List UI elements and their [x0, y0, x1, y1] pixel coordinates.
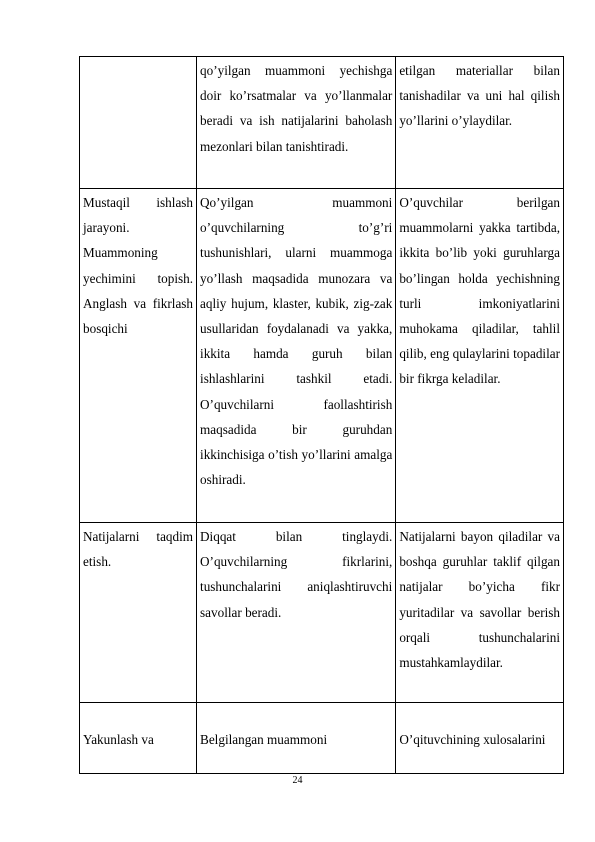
teacher-activity-text: Qo’yilgan muammoni o’quvchilarning to’g’ri tushunishlari, ularni muammoga yo’llash maqsadida munozara va aqliy hujum, klaster, kubik, zig-zak usullaridan foydalanadi va yakka, ikkita hamda guruh bilan ishlashlarini tashkil etadi. O’quvchilarni faollashtirish maqsadida bir guruhdan ikkinchisiga o’tish yo’llarini amalga oshiradi.	[200, 195, 393, 488]
teacher-activity-cell	[197, 523, 396, 703]
stage-text: Yakunlash va	[83, 732, 154, 747]
student-activity-text: etilgan materiallar bilan tanishadilar va uni hal qilish yo’llarini o’ylaydilar.	[399, 63, 560, 129]
teacher-activity-text: qo’yilgan muammoni yechishga doir ko’rsatmalar va yo’llanmalar beradi va ish natijalarini baholash mezonlari bilan tanishtiradi.	[200, 63, 393, 154]
teacher-activity-text: Diqqat bilan tinglaydi. O’quvchilarning fikrlarini, tushunchalarini aniqlashtiruvchi savollar beradi.	[200, 529, 393, 620]
stage-cell	[80, 189, 197, 523]
stage-cell	[80, 57, 197, 189]
teacher-activity-text: Belgilangan muammoni	[200, 732, 328, 747]
student-activity-text: Natijalarni bayon qiladilar va boshqa guruhlar taklif qilgan natijalar bo’yicha fikr yuritadilar va savollar berish orqali tushunchalarini mustahkamlaydilar.	[399, 529, 560, 671]
table-row	[80, 189, 564, 523]
student-activity-text: O’qituvchining xulosalarini	[399, 732, 546, 747]
stage-cell	[80, 703, 197, 774]
student-activity-text: O’quvchilar berilgan muammolarni yakka tartibda, ikkita bo’lib yoki guruhlarga bo’lingan holda yechishning turli imkoniyatlarini muhokama qiladilar, tahlil qilib, eng qulaylarini topadilar bir fikrga keladilar.	[399, 195, 560, 387]
student-activity-cell	[396, 189, 564, 523]
student-activity-cell	[396, 523, 564, 703]
student-activity-cell	[396, 703, 564, 774]
teacher-activity-cell	[197, 189, 396, 523]
student-activity-cell	[396, 57, 564, 189]
page-number: 24	[292, 775, 303, 786]
stage-text: Mustaqil ishlash jarayoni. Muammoning yechimini topish. Anglash va fikrlash bosqichi	[83, 195, 194, 337]
stage-text: Natijalarni taqdim etish.	[83, 529, 194, 570]
table-row	[80, 703, 564, 774]
lesson-stages-table	[79, 56, 564, 774]
stage-cell	[80, 523, 197, 703]
table-row	[80, 57, 564, 189]
teacher-activity-cell	[197, 57, 396, 189]
table-row	[80, 523, 564, 703]
teacher-activity-cell	[197, 703, 396, 774]
